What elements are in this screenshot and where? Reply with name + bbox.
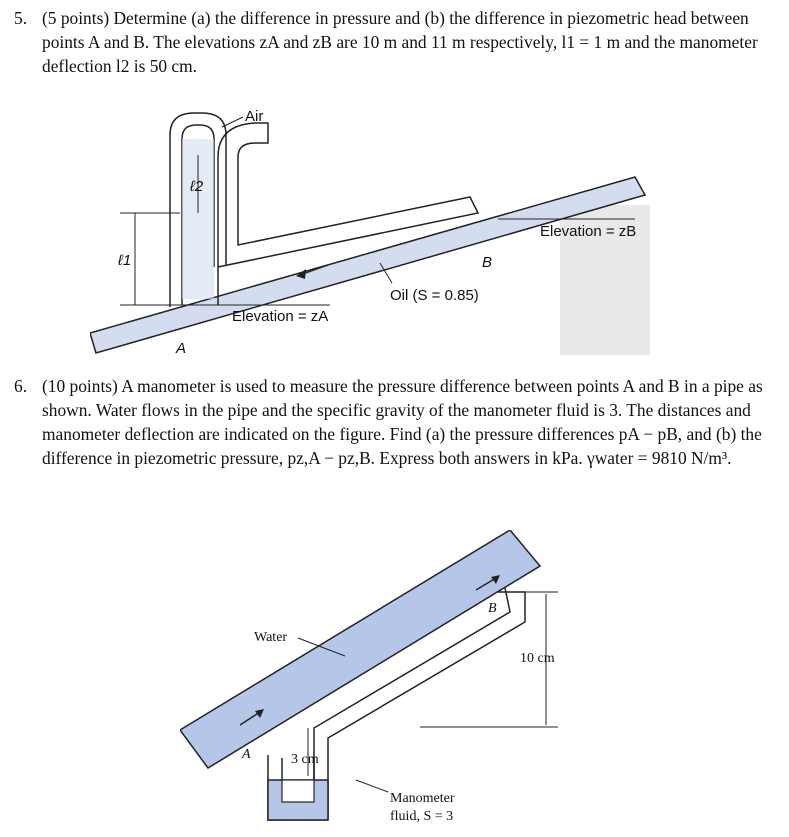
oil-label: Oil (S = 0.85) <box>390 287 479 304</box>
point-b-label: B <box>482 254 493 271</box>
mano-label-line1: Manometer <box>390 791 455 806</box>
problem-5-number: 5. <box>14 8 28 28</box>
u-tube-gap <box>282 780 314 802</box>
problem-6-number: 6. <box>14 376 28 396</box>
dim-10-label: 10 cm <box>520 651 555 666</box>
elev-b-label: Elevation = zB <box>540 223 637 240</box>
dim-3-label: 3 cm <box>291 752 319 767</box>
problem-5 <box>14 6 774 78</box>
problem-6-text: (10 points) A manometer is used to measure the pressure difference between points A and B in a pipe as shown. Water flows in the pipe and the specific gravity of the manometer fluid is 3. The distances and manometer deflection are indicated on the figure. Find (a) the pressure differences pA − pB, and (b) the difference in piezometric pressure, pz,A − pz,B. Express both answers in kPa. γwater = 9810 N/m³. <box>42 376 763 468</box>
problem-6-figure <box>180 530 600 830</box>
problem-5-text: (5 points) Determine (a) the difference in pressure and (b) the difference in piezometric head between points A and B. The elevations zA and zB are 10 m and 11 m respectively, l1 = 1 m and the manometer deflection l2 is 50 cm. <box>42 8 758 76</box>
l2-label: ℓ2 <box>190 178 204 195</box>
problem-5-figure <box>90 95 650 357</box>
water-pipe <box>180 530 540 768</box>
l1-label: ℓ1 <box>118 252 132 269</box>
point-b-label: B <box>488 601 497 616</box>
point-a-label: A <box>176 340 187 357</box>
air-label: Air <box>245 108 264 125</box>
elev-a-label: Elevation = zA <box>232 308 329 325</box>
mano-label-line2: fluid, S = 3 <box>390 809 454 824</box>
problem-6 <box>14 374 774 470</box>
water-label: Water <box>254 630 288 645</box>
mano-leader <box>356 780 388 792</box>
point-a-label: A <box>242 747 251 762</box>
